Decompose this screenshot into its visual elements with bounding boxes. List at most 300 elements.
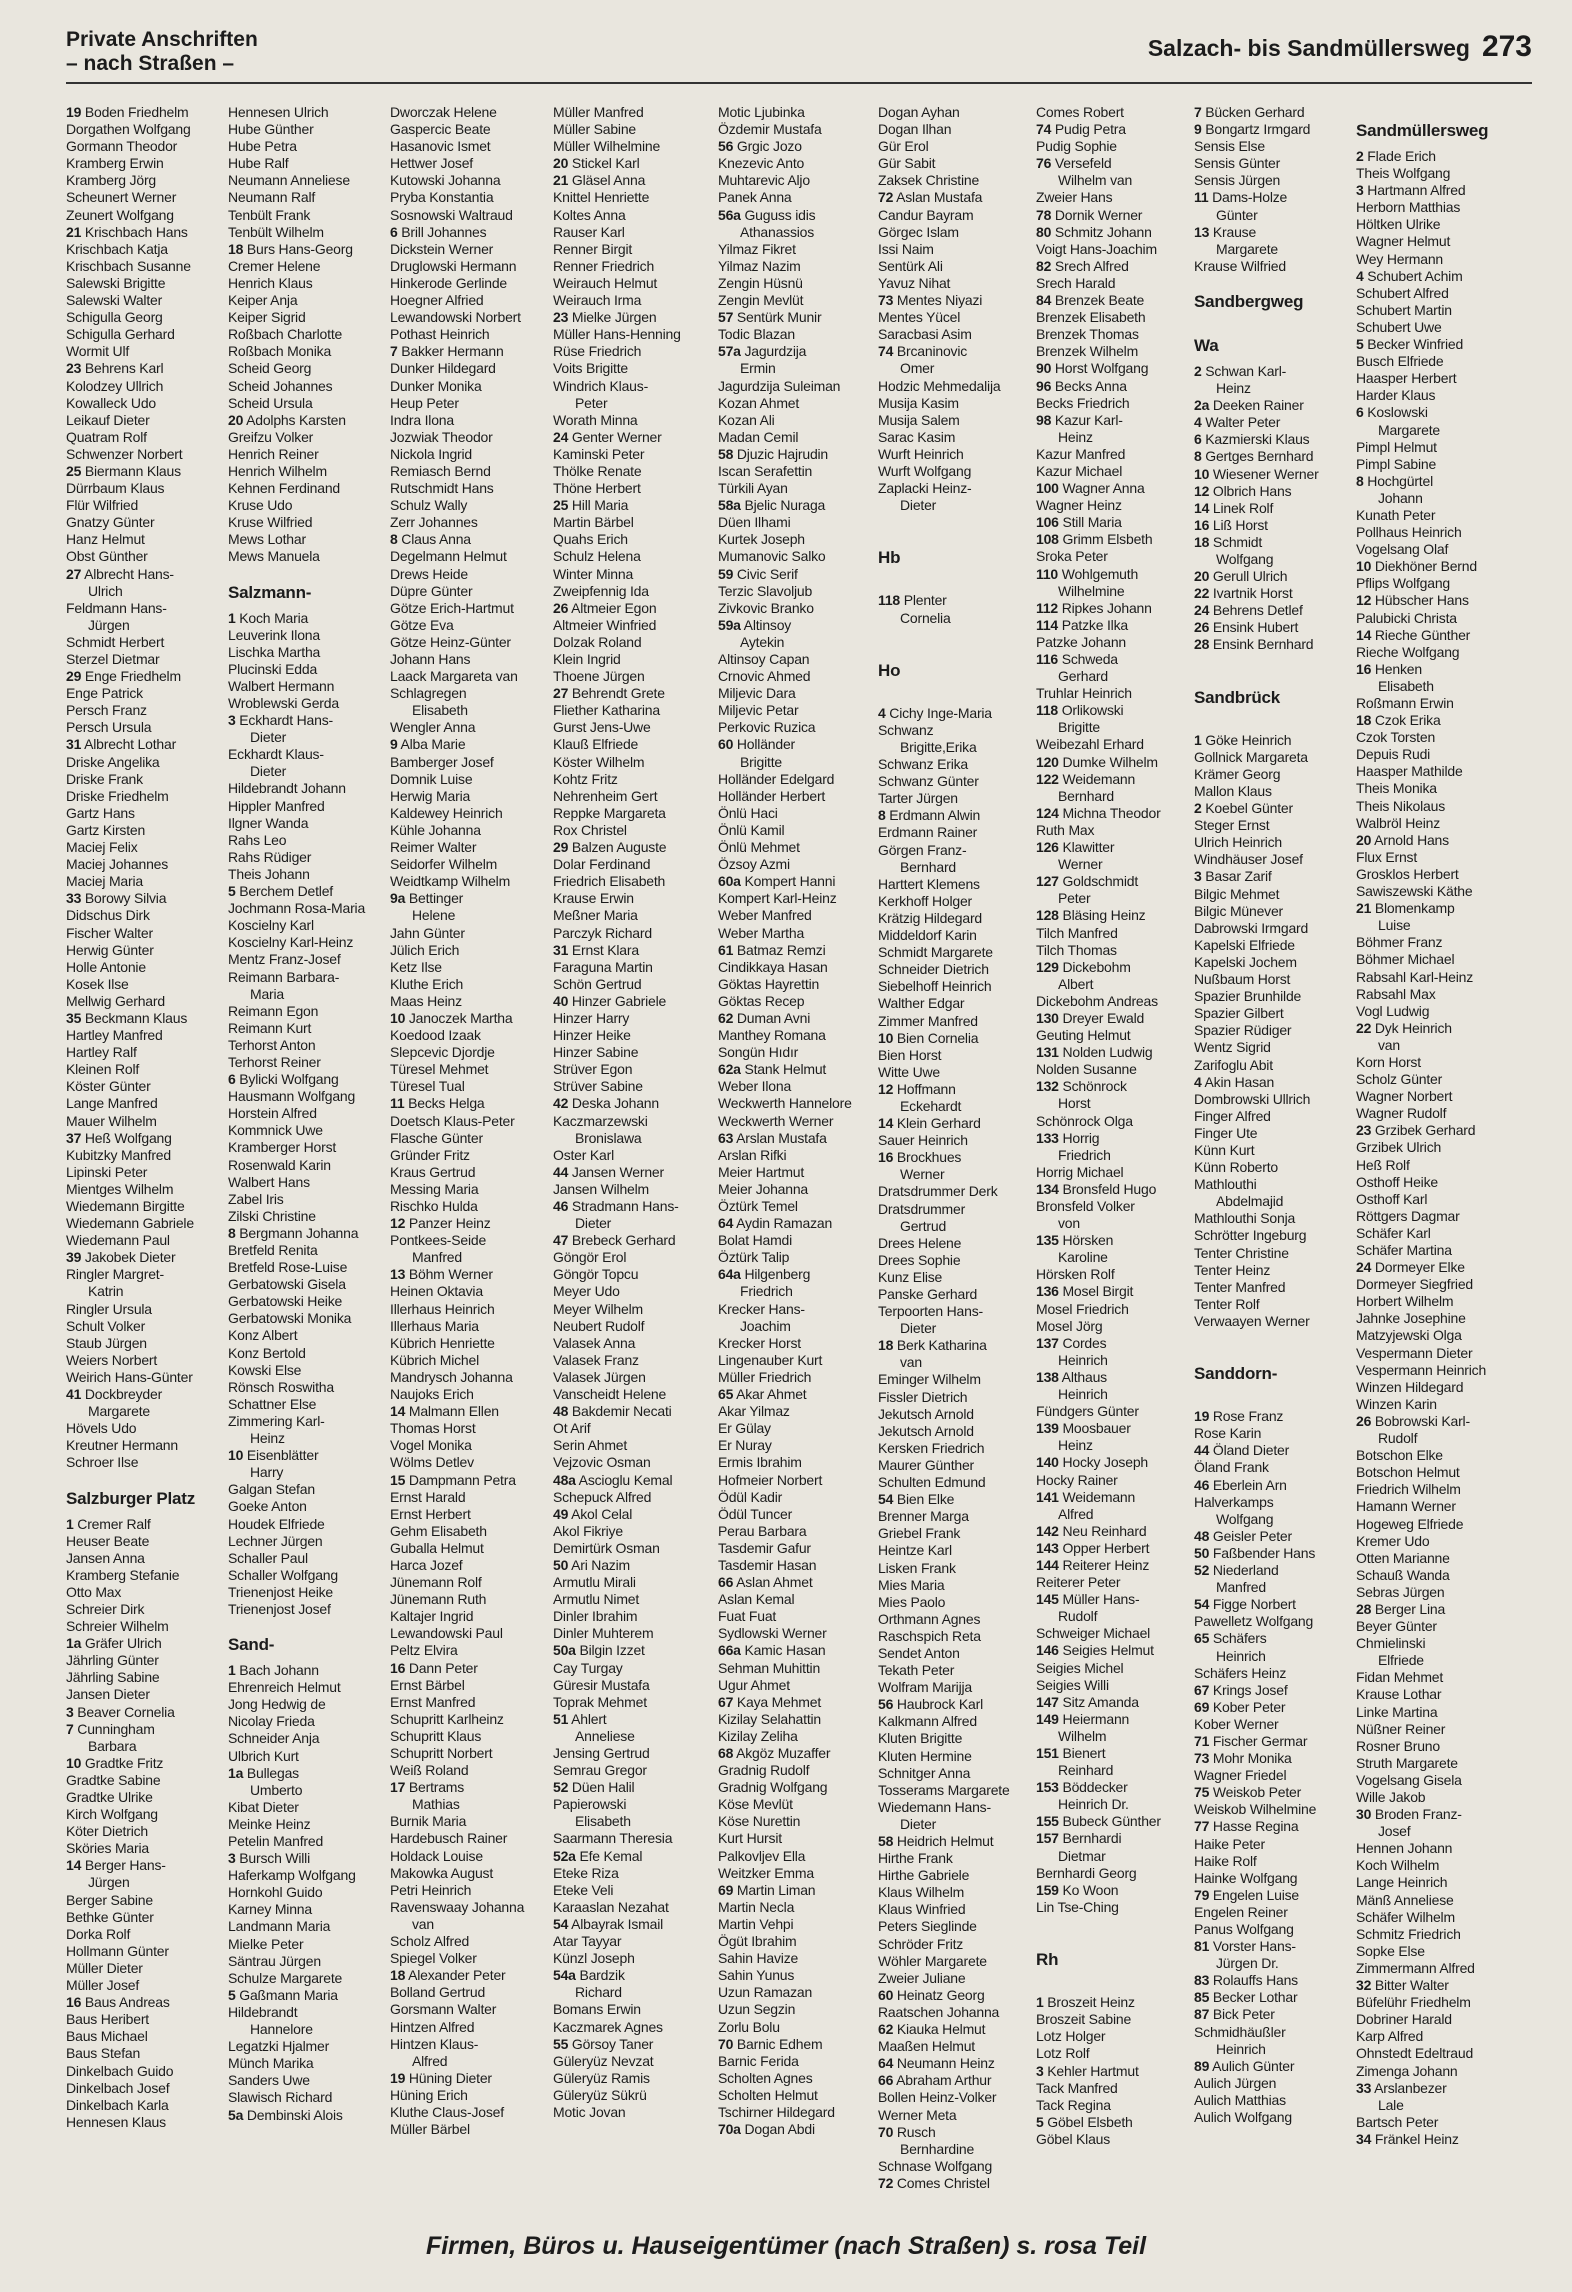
house-number: 75 — [1194, 1784, 1210, 1801]
resident-entry: Serin Ahmet — [553, 1437, 628, 1454]
resident-entry: Yilmaz Nazim — [718, 257, 801, 274]
resident-entry: Faraguna Martin — [553, 958, 653, 975]
entry-continuation: Wilhelm — [1058, 1727, 1107, 1744]
resident-entry: Gaspercic Beate — [390, 121, 491, 138]
resident-entry: 79 Engelen Luise — [1194, 1886, 1300, 1903]
resident-entry: Strüver Egon — [553, 1061, 633, 1078]
resident-entry: Trienenjost Josef — [228, 1600, 331, 1617]
resident-entry: Schubert Uwe — [1356, 318, 1442, 335]
resident-entry: Zorlu Bolu — [718, 2018, 780, 2035]
resident-entry: 47 Brebeck Gerhard — [553, 1232, 676, 1249]
house-number: 112 — [1036, 599, 1058, 616]
resident-entry: Wentz Sigrid — [1194, 1039, 1271, 1056]
entry-continuation: Jürgen Dr. — [1216, 1955, 1279, 1972]
house-number: 128 — [1036, 907, 1059, 924]
resident-entry: Rosenwald Karin — [228, 1156, 331, 1173]
resident-entry: Aslan Kemal — [718, 1591, 795, 1608]
resident-entry: Slepcevic Djordje — [390, 1044, 495, 1061]
house-number: 18 — [228, 240, 244, 257]
resident-entry: 71 Fischer Germar — [1194, 1732, 1308, 1749]
resident-entry: Schwanz Erika — [878, 756, 968, 773]
entry-continuation: Harry — [250, 1464, 284, 1481]
resident-entry: Dunker Hildegard — [390, 360, 496, 377]
resident-entry: 20 Gerull Ulrich — [1194, 568, 1288, 585]
resident-entry: Önlü Haci — [718, 804, 778, 821]
resident-entry: 1a Bullegas — [228, 1764, 299, 1781]
column-1 — [66, 104, 238, 2214]
resident-entry: Grosklos Herbert — [1356, 865, 1459, 882]
house-number: 130 — [1036, 1009, 1059, 1026]
resident-entry: Weirauch Helmut — [553, 274, 658, 291]
entry-continuation: Elisabeth — [575, 1813, 631, 1830]
resident-entry: Kraus Gertrud — [390, 1163, 476, 1180]
resident-entry: Hinzer Heike — [553, 1027, 631, 1044]
resident-entry: Domnik Luise — [390, 770, 473, 787]
resident-entry: Pawelletz Wolfgang — [1194, 1613, 1314, 1630]
house-number: 23 — [1356, 1122, 1372, 1139]
resident-entry: 10 Diekhöner Bernd — [1356, 558, 1477, 575]
resident-entry: Roßbach Charlotte — [228, 326, 343, 343]
resident-entry: 66 Aslan Ahmet — [718, 1574, 813, 1591]
resident-entry: Vejzovic Osman — [553, 1454, 651, 1471]
resident-entry: Theis Wolfgang — [1356, 165, 1451, 182]
resident-entry: Hocky Rainer — [1036, 1471, 1118, 1488]
entry-continuation: Richard — [575, 1984, 622, 2001]
house-number: 54a — [553, 1967, 576, 1984]
resident-entry: Greifzu Volker — [228, 428, 314, 445]
resident-entry: Dolar Ferdinand — [553, 856, 651, 873]
resident-entry: Hintzen Klaus- — [390, 2035, 479, 2052]
resident-entry: 27 Albrecht Hans- — [66, 565, 174, 582]
house-number: 5 — [228, 1986, 236, 2003]
house-number: 14 — [1194, 499, 1210, 516]
resident-entry: 56 Grgic Jozo — [718, 138, 802, 155]
house-number: 7 — [390, 343, 398, 360]
resident-entry: Burnik Maria — [390, 1813, 467, 1830]
house-number: 4 — [1194, 414, 1202, 431]
resident-entry: Maurer Günther — [878, 1456, 975, 1473]
resident-entry: Göngör Topcu — [553, 1266, 639, 1283]
resident-entry: 3 Eckhardt Hans- — [228, 712, 333, 729]
resident-entry: Zabel Iris — [228, 1190, 284, 1207]
resident-entry: 67 Krings Josef — [1194, 1681, 1288, 1698]
resident-entry: 54 Figge Norbert — [1194, 1596, 1296, 1613]
resident-entry — [1194, 654, 1366, 671]
resident-entry: 1 Bach Johann — [228, 1662, 319, 1679]
resident-entry — [1036, 1916, 1208, 1933]
house-number: 28 — [1356, 1600, 1372, 1617]
resident-entry: Kühle Johanna — [390, 821, 481, 838]
house-number: 29 — [553, 839, 569, 856]
house-number: 23 — [66, 360, 82, 377]
street-heading: Hb — [878, 548, 901, 568]
resident-entry: Bolland Gertrud — [390, 1984, 486, 2001]
resident-entry: Korn Horst — [1356, 1053, 1421, 1070]
resident-entry: 98 Kazur Karl- — [1036, 411, 1123, 428]
resident-entry: Bethke Günter — [66, 1908, 154, 1925]
house-number: 1 — [66, 1515, 74, 1532]
resident-entry: Aulich Jürgen — [1194, 2074, 1277, 2091]
resident-entry: Scholten Agnes — [718, 2069, 813, 2086]
entry-continuation: Karoline — [1058, 1249, 1108, 1266]
entry-continuation: Elisabeth — [1378, 677, 1434, 694]
resident-entry: Göngör Erol — [553, 1249, 627, 1266]
resident-entry: 54 Bien Elke — [878, 1491, 955, 1508]
house-number: 118 — [1036, 702, 1058, 719]
resident-entry: Czok Torsten — [1356, 729, 1436, 746]
resident-entry: Mathlouthi — [1194, 1176, 1257, 1193]
resident-entry: Lisken Frank — [878, 1559, 956, 1576]
entry-continuation: Elfriede — [1378, 1652, 1424, 1669]
resident-entry: 18 Berk Katharina — [878, 1337, 987, 1354]
resident-entry: 25 Hill Maria — [553, 497, 629, 514]
entry-continuation: Heinrich Dr. — [1058, 1796, 1129, 1813]
house-number: 8 — [1356, 472, 1364, 489]
entry-continuation: Werner — [900, 1166, 945, 1183]
house-number: 8 — [228, 1224, 236, 1241]
resident-entry: Wurft Wolfgang — [878, 462, 972, 479]
resident-entry: 20 Adolphs Karsten — [228, 411, 346, 428]
entry-continuation: Horst — [1058, 1095, 1091, 1112]
resident-entry: Dinkelbach Guido — [66, 2062, 174, 2079]
resident-entry: Siebelhoff Heinrich — [878, 978, 992, 995]
resident-entry: 153 Böddecker — [1036, 1779, 1128, 1796]
house-number: 48 — [553, 1403, 569, 1420]
house-number: 47 — [553, 1232, 569, 1249]
resident-entry: Tilch Thomas — [1036, 941, 1117, 958]
resident-entry: Tosserams Margarete — [878, 1781, 1010, 1798]
resident-entry: Müller Josef — [66, 1977, 140, 1994]
resident-entry: Theis Nikolaus — [1356, 797, 1446, 814]
resident-entry: Valasek Jürgen — [553, 1368, 646, 1385]
street-heading: Sandbergweg — [1194, 291, 1304, 311]
resident-entry: Fischer Walter — [66, 924, 153, 941]
resident-entry: Keiper Anja — [228, 292, 298, 309]
resident-entry: 128 Bläsing Heinz — [1036, 907, 1146, 924]
house-number: 1 — [228, 1662, 236, 1679]
resident-entry: 6 Koslowski — [1356, 404, 1428, 421]
resident-entry: Bolat Hamdi — [718, 1232, 793, 1249]
resident-entry: 116 Schweda — [1036, 651, 1118, 667]
page-number: 273 — [1481, 30, 1532, 63]
house-number: 19 — [66, 104, 82, 120]
resident-entry: Gerbatowski Gisela — [228, 1276, 346, 1293]
resident-entry: Renner Friedrich — [553, 257, 655, 274]
entry-continuation: Margarete — [88, 1403, 151, 1420]
resident-entry: Saarmann Theresia — [553, 1830, 673, 1847]
resident-entry: Terhorst Reiner — [228, 1053, 321, 1070]
house-number: 16 — [390, 1659, 406, 1676]
house-number: 41 — [66, 1386, 82, 1403]
resident-entry: Hornkohl Guido — [228, 1884, 323, 1901]
resident-entry: Thoene Jürgen — [553, 668, 645, 685]
resident-entry: Dickstein Werner — [390, 240, 494, 257]
resident-entry: Plucinski Edda — [228, 660, 318, 677]
house-number: 42 — [553, 1095, 569, 1112]
resident-entry: Schreier Dirk — [66, 1600, 145, 1617]
resident-entry: Kruse Wilfried — [228, 514, 313, 531]
resident-entry: Steger Ernst — [1194, 817, 1270, 834]
entry-continuation: Reinhard — [1058, 1762, 1114, 1779]
entry-continuation: Albert — [1058, 975, 1094, 992]
resident-entry: Neubert Rudolf — [553, 1317, 645, 1334]
resident-entry: Palkovljev Ella — [718, 1847, 806, 1864]
resident-entry: Remiasch Bernd — [390, 462, 491, 479]
resident-entry: Flasche Günter — [390, 1129, 483, 1146]
house-number: 10 — [878, 1029, 894, 1046]
resident-entry: Zweier Hans — [1036, 189, 1113, 206]
house-number: 69 — [1194, 1698, 1210, 1715]
resident-entry: Musija Salem — [878, 411, 960, 428]
resident-entry: Schönrock Olga — [1036, 1112, 1133, 1129]
house-number: 28 — [1194, 636, 1210, 653]
resident-entry: Hofmeier Norbert — [718, 1471, 823, 1488]
resident-entry: Drews Heide — [390, 565, 468, 582]
resident-entry: Leikauf Dieter — [66, 411, 150, 428]
resident-entry: Henrich Wilhelm — [228, 462, 327, 479]
resident-entry: 131 Nolden Ludwig — [1036, 1044, 1153, 1061]
house-number: 26 — [553, 599, 569, 616]
resident-entry: Sahin Havize — [718, 1950, 799, 1967]
resident-entry: Gerbatowski Heike — [228, 1293, 343, 1310]
resident-entry: Parczyk Richard — [553, 924, 652, 941]
resident-entry: Jülich Erich — [390, 941, 460, 958]
resident-entry: Wiedemann Birgitte — [66, 1198, 185, 1214]
resident-entry: Eteke Riza — [553, 1864, 619, 1881]
resident-entry: Toprak Mehmet — [553, 1693, 647, 1710]
resident-entry: 40 Hinzer Gabriele — [553, 992, 667, 1009]
resident-entry: Kalkmann Alfred — [878, 1713, 977, 1730]
resident-entry: Rauser Karl — [553, 223, 625, 240]
resident-entry — [878, 627, 1050, 644]
entry-continuation: Lale — [1378, 2096, 1404, 2113]
resident-entry: Sendet Anton — [878, 1644, 960, 1661]
house-number: 21 — [1356, 900, 1372, 917]
resident-entry: Petelin Manfred — [228, 1833, 324, 1849]
resident-entry: 73 Mohr Monika — [1194, 1750, 1292, 1767]
resident-entry: Fissler Dietrich — [878, 1388, 968, 1405]
resident-entry: 120 Dumke Wilhelm — [1036, 753, 1158, 770]
resident-entry: Bamberger Josef — [390, 753, 494, 770]
resident-entry: Terpoorten Hans- — [878, 1303, 983, 1320]
house-number: 14 — [390, 1403, 406, 1420]
resident-entry: 16 Brockhues — [878, 1149, 962, 1166]
resident-entry: Gerbatowski Monika — [228, 1310, 352, 1327]
resident-entry: 34 Fränkel Heinz — [1356, 2130, 1459, 2147]
resident-entry: Scholten Helmut — [718, 2086, 818, 2103]
resident-entry: 3 Bursch Willi — [228, 1850, 311, 1867]
resident-entry: Theis Monika — [1356, 780, 1437, 797]
resident-entry: Göbel Klaus — [1036, 2130, 1111, 2147]
resident-entry: Meier Hartmut — [718, 1163, 805, 1180]
resident-entry: Kolodzey Ullrich — [66, 377, 164, 394]
resident-entry: Koltes Anna — [553, 206, 626, 223]
house-number: 132 — [1036, 1078, 1059, 1095]
house-number: 17 — [390, 1779, 406, 1796]
resident-entry: Weber Manfred — [718, 907, 812, 924]
house-number: 122 — [1036, 770, 1059, 787]
resident-entry: 143 Opper Herbert — [1036, 1539, 1150, 1556]
resident-entry: Schäfer Karl — [1356, 1224, 1431, 1241]
resident-entry: 78 Dornik Werner — [1036, 206, 1143, 223]
entry-continuation: Dieter — [900, 1815, 937, 1832]
resident-entry: 2 Koebel Günter — [1194, 800, 1293, 817]
resident-entry: 69 Kober Peter — [1194, 1698, 1286, 1715]
resident-entry: Valasek Franz — [553, 1351, 639, 1368]
resident-entry: Önlü Mehmet — [718, 839, 800, 856]
entry-continuation: Ermin — [740, 360, 776, 377]
resident-entry: Halverkamps — [1194, 1493, 1274, 1510]
resident-entry: Dratsdrummer — [878, 1200, 966, 1217]
resident-entry: 145 Müller Hans- — [1036, 1591, 1140, 1608]
resident-entry: Göktas Recep — [718, 992, 805, 1009]
resident-entry: Wey Hermann — [1356, 250, 1444, 267]
resident-entry: 112 Ripkes Johann — [1036, 599, 1152, 616]
resident-entry: Schupritt Norbert — [390, 1745, 493, 1761]
resident-entry: 9 Alba Marie — [390, 736, 466, 753]
house-number: 87 — [1194, 2006, 1210, 2023]
resident-entry: Illerhaus Heinrich — [390, 1300, 495, 1317]
house-number: 2 — [1356, 148, 1364, 164]
resident-entry: Fündgers Günter — [1036, 1403, 1139, 1420]
resident-entry: 5 Berchem Detlef — [228, 883, 333, 900]
resident-entry: Geuting Helmut — [1036, 1027, 1131, 1044]
resident-entry: Quatram Rolf — [66, 428, 147, 445]
resident-entry: Götze Erich-Hartmut — [390, 599, 514, 616]
entry-continuation: Mathias — [412, 1796, 460, 1813]
entry-continuation: Friedrich — [740, 1283, 793, 1300]
resident-entry: Hausmann Wolfgang — [228, 1088, 356, 1105]
resident-entry: 127 Goldschmidt — [1036, 873, 1139, 890]
resident-entry: Weitzker Emma — [718, 1864, 814, 1881]
resident-entry: 10 Wiesener Werner — [1194, 465, 1319, 482]
resident-entry: Oster Karl — [553, 1146, 615, 1163]
resident-entry: 118 Orlikowski — [1036, 702, 1124, 719]
resident-entry: 17 Bertrams — [390, 1779, 465, 1796]
column-7 — [1036, 104, 1208, 2214]
resident-entry: Goeke Anton — [228, 1498, 307, 1515]
resident-entry: Mies Paolo — [878, 1593, 946, 1610]
resident-entry: 49 Akol Celal — [553, 1505, 633, 1522]
entry-continuation: Anneliese — [575, 1727, 635, 1744]
house-number: 12 — [390, 1215, 406, 1232]
entry-continuation: Brigitte,Erika — [900, 739, 977, 755]
resident-entry: Büfelühr Friedhelm — [1356, 1994, 1471, 2011]
house-number: 144 — [1036, 1556, 1059, 1573]
resident-entry: Armutlu Nimet — [553, 1591, 640, 1608]
resident-entry: 155 Bubeck Günther — [1036, 1813, 1161, 1830]
house-number: 60 — [718, 736, 734, 753]
resident-entry: Gehm Elisabeth — [390, 1522, 487, 1539]
resident-entry: 64a Hilgenberg — [718, 1266, 811, 1283]
resident-entry: Hüning Erich — [390, 2086, 468, 2103]
resident-entry: Dolzak Roland — [553, 633, 642, 650]
resident-entry: 137 Cordes — [1036, 1334, 1107, 1351]
resident-entry: Tenbült Frank — [228, 206, 311, 223]
house-number: 5 — [1036, 2113, 1044, 2130]
entry-continuation: Heinrich — [1216, 1647, 1266, 1664]
resident-entry: Dürrbaum Klaus — [66, 480, 165, 497]
entry-continuation: Werner — [1058, 856, 1103, 873]
house-number: 13 — [390, 1266, 406, 1283]
entry-continuation: Johann — [1378, 489, 1423, 506]
house-number: 66 — [878, 2072, 894, 2089]
resident-entry: Schubert Alfred — [1356, 284, 1449, 301]
resident-entry: 18 Schmidt — [1194, 533, 1263, 550]
resident-entry: Henrich Klaus — [228, 274, 313, 291]
resident-entry: Meyer Wilhelm — [553, 1300, 643, 1317]
resident-entry: Landmann Maria — [228, 1918, 331, 1935]
resident-entry: 74 Brcaninovic — [878, 343, 968, 360]
house-number: 136 — [1036, 1283, 1059, 1300]
resident-entry: Müller Dieter — [66, 1959, 143, 1976]
house-number: 33 — [1356, 2079, 1372, 2096]
resident-entry: Jährling Sabine — [66, 1669, 160, 1686]
house-number: 157 — [1036, 1830, 1059, 1847]
house-number: 120 — [1036, 753, 1059, 770]
resident-entry: Didschus Dirk — [66, 907, 150, 924]
resident-entry: Bien Horst — [878, 1046, 942, 1063]
resident-entry: Griebel Frank — [878, 1525, 961, 1542]
resident-entry: Nickola Ingrid — [390, 445, 473, 462]
resident-entry: Hodzic Mehmedalija — [878, 377, 1001, 394]
resident-entry: Reiterer Peter — [1036, 1574, 1121, 1591]
entry-continuation: Margarete — [1378, 421, 1441, 438]
resident-entry: Ulbrich Kurt — [228, 1747, 299, 1764]
resident-entry: 8 Erdmann Alwin — [878, 807, 981, 824]
house-number: 7 — [66, 1720, 74, 1737]
house-number: 70 — [878, 2123, 894, 2140]
resident-entry: Yavuz Nihat — [878, 274, 951, 291]
resident-entry: Jochmann Rosa-Maria — [228, 900, 366, 917]
resident-entry: Guballa Helmut — [390, 1539, 484, 1556]
resident-entry: Schneider Anja — [228, 1730, 320, 1747]
resident-entry: Schulten Edmund — [878, 1474, 986, 1491]
resident-entry: Weckwerth Hannelore — [718, 1095, 852, 1112]
resident-entry: 60 Heinatz Georg — [878, 1986, 985, 2003]
resident-entry: Wroblewski Gerda — [228, 695, 339, 711]
resident-entry: Seigies Michel — [1036, 1659, 1124, 1676]
resident-entry: Dorka Rolf — [66, 1925, 131, 1942]
resident-entry: Kluten Hermine — [878, 1747, 972, 1764]
resident-entry: 13 Böhm Werner — [390, 1266, 493, 1283]
resident-entry: Lipinski Peter — [66, 1163, 148, 1180]
resident-entry: Lin Tse-Ching — [1036, 1898, 1119, 1915]
resident-entry: Legatzki Hjalmer — [228, 2038, 330, 2055]
house-number: 18 — [1356, 712, 1372, 729]
resident-entry: 159 Ko Woon — [1036, 1881, 1119, 1898]
house-number: 18 — [878, 1337, 894, 1354]
resident-entry: Scheid Georg — [228, 360, 312, 377]
resident-entry: 62 Kiauka Helmut — [878, 2021, 986, 2038]
house-number: 83 — [1194, 1972, 1210, 1989]
house-number: 129 — [1036, 958, 1059, 975]
resident-entry: Reimann Barbara- — [228, 968, 340, 985]
resident-entry: 29 Balzen Auguste — [553, 839, 667, 856]
resident-entry: Klaus Winfried — [878, 1901, 966, 1918]
resident-entry: Sensis Else — [1194, 138, 1265, 155]
resident-entry: Kozan Ahmet — [718, 394, 800, 411]
resident-entry: Kosek Ilse — [66, 975, 129, 992]
resident-entry: Otten Marianne — [1356, 1549, 1450, 1566]
entry-continuation: Bronislawa — [575, 1129, 642, 1146]
resident-entry: 10 Gradtke Fritz — [66, 1754, 164, 1771]
resident-entry: Ringler Ursula — [66, 1300, 152, 1317]
resident-entry: Hartley Ralf — [66, 1044, 137, 1061]
resident-entry: Sebras Jürgen — [1356, 1583, 1445, 1600]
entry-continuation: Josef — [1378, 1823, 1411, 1840]
resident-entry: Schulze Margarete — [228, 1969, 343, 1986]
